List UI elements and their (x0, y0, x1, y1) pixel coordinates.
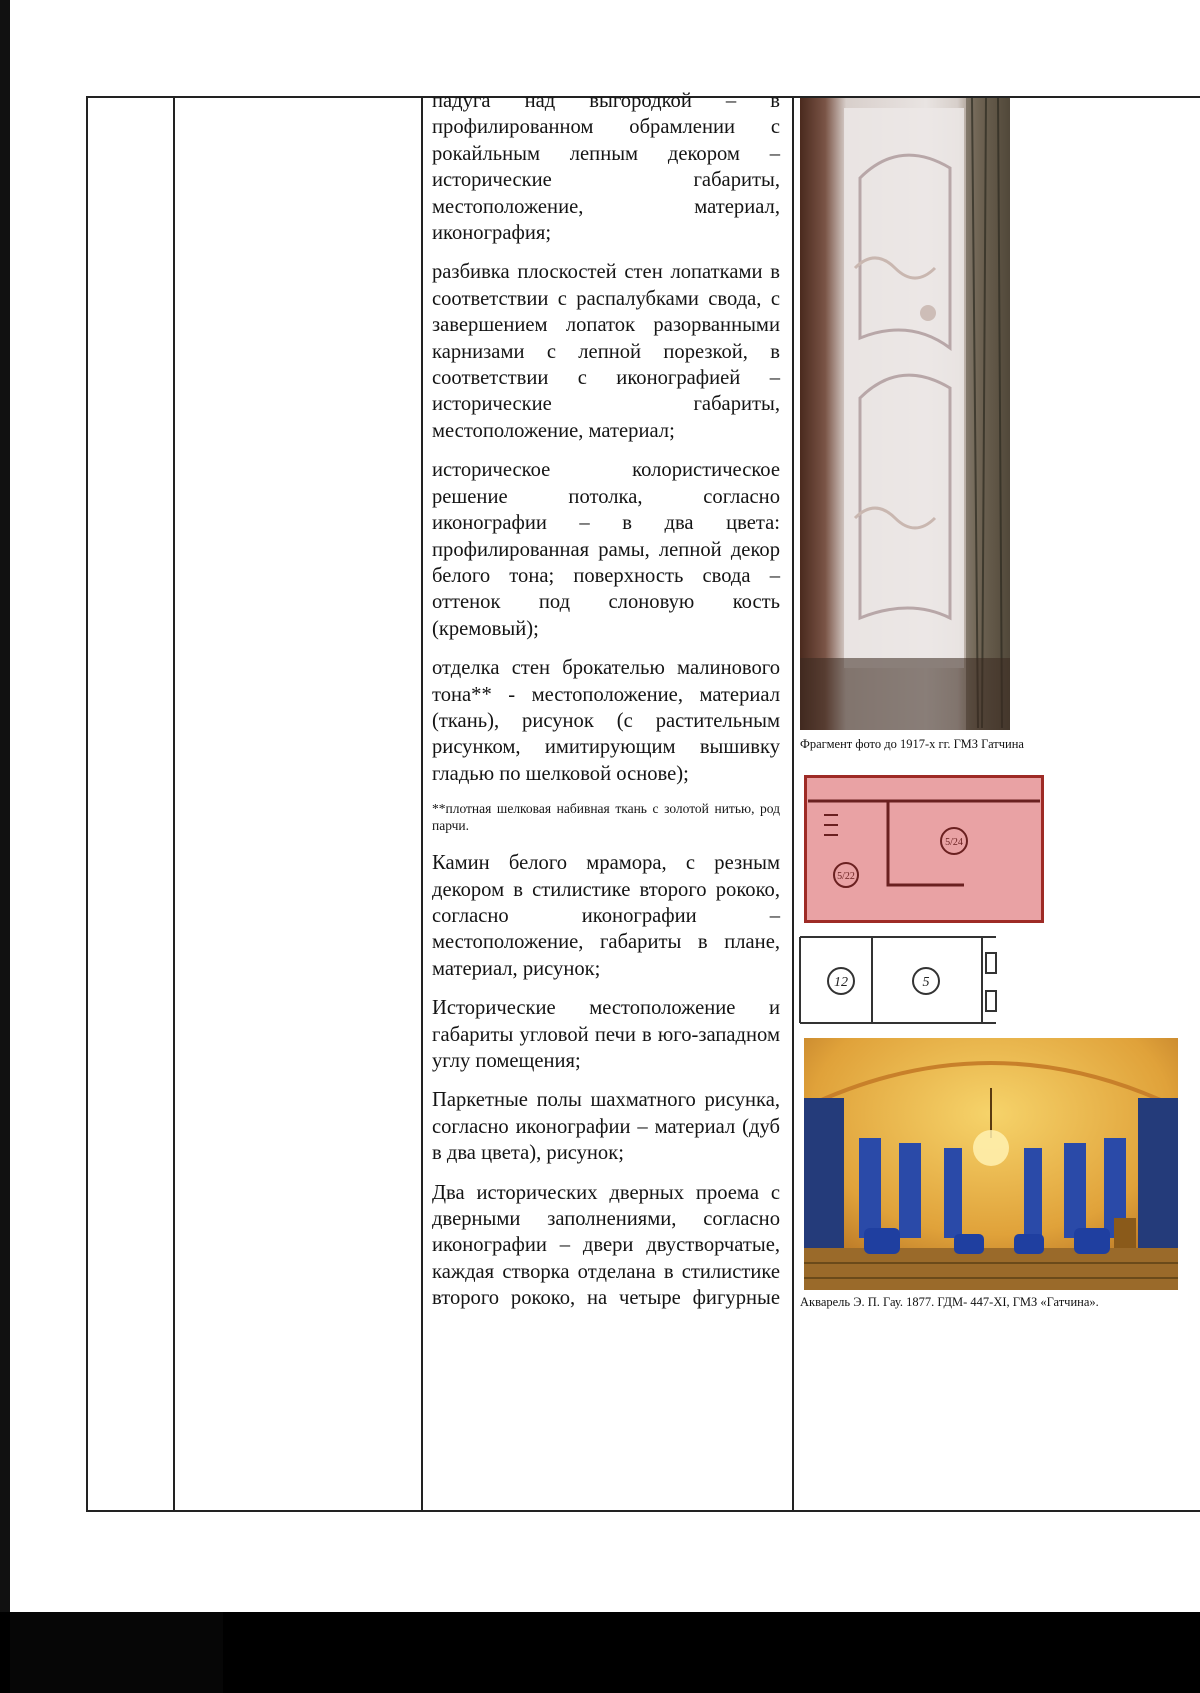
watercolor-caption: Акварель Э. П. Гау. 1877. ГДМ- 447-XI, ГМЗ «Гатчина». (800, 1295, 1099, 1309)
paragraph-fireplace: Камин белого мрамора, с резным декором в стилистике второго рококо, согласно иконографии – местоположение, габариты в плане, материал, рисунок; (432, 852, 780, 980)
paragraph-wall-brocatelle: отделка стен брокателью малинового тона** - местоположение, материал (ткань), рисунок (с растительным рисунком, имитирующим вышивку гладью по шелковой основе); (432, 657, 780, 785)
requirements-text-column (432, 88, 780, 1325)
plan-room-12: 12 (834, 975, 848, 990)
scan-bottom-edge (0, 1612, 1200, 1693)
paragraph-stove: Исторические местоположение и габариты угловой печи в юго-западном углу помещения; (432, 997, 780, 1072)
scan-bottom-dark-area (10, 1612, 223, 1693)
plan-fragment-pink (804, 775, 1044, 923)
photo-caption: Фрагмент фото до 1917-х гг. ГМЗ Гатчина (800, 737, 1024, 751)
table-divider-1 (173, 96, 175, 1512)
footnote-brocatelle: **плотная шелковая набивная ткань с золотой нитью, род парчи. (432, 801, 780, 834)
historical-door-photo (800, 98, 1010, 730)
table-divider-2 (421, 96, 423, 1512)
table-border-left (86, 96, 88, 1512)
paragraph-wall-pilasters: разбивка плоскостей стен лопатками в соответствии с распалубками свода, с завершением лопаток разорванными карнизами с лепной порезкой, в соответствии с иконографией – исторические габариты, местоположение, материал; (432, 261, 780, 442)
paragraph-padouga: падуга над выгородкой – в профилированном обрамлении с рокайльным лепным декором – исторические габариты, местоположение, материал, иконография; (432, 90, 780, 245)
plan-label-upper-a: 5/24 (945, 837, 963, 848)
plan-fragment-rooms (796, 923, 1004, 1035)
plan-label-upper-b: 5/22 (837, 871, 855, 882)
table-divider-3 (792, 96, 794, 1512)
paragraph-parquet: Паркетные полы шахматного рисунка, согласно иконографии – материал (дуб в два цвета), рисунок; (432, 1089, 780, 1165)
plan-room-5: 5 (922, 975, 930, 990)
table-bottom-line (86, 1510, 1200, 1512)
paragraph-ceiling-colors: историческое колористическое решение потолка, согласно иконографии – в два цвета: профилированная рамы, лепной декор белого тона; поверхность свода – оттенок под слоновую кость (кремовый); (432, 459, 780, 640)
watercolor-interior (804, 1038, 1178, 1290)
scan-left-edge (0, 0, 10, 1693)
paragraph-doors: Два исторических дверных проема с дверными заполнениями, согласно иконографии – двери двустворчатые, каждая створка отделана в стилистике второго рококо, на четыре фигурные (432, 1181, 780, 1310)
